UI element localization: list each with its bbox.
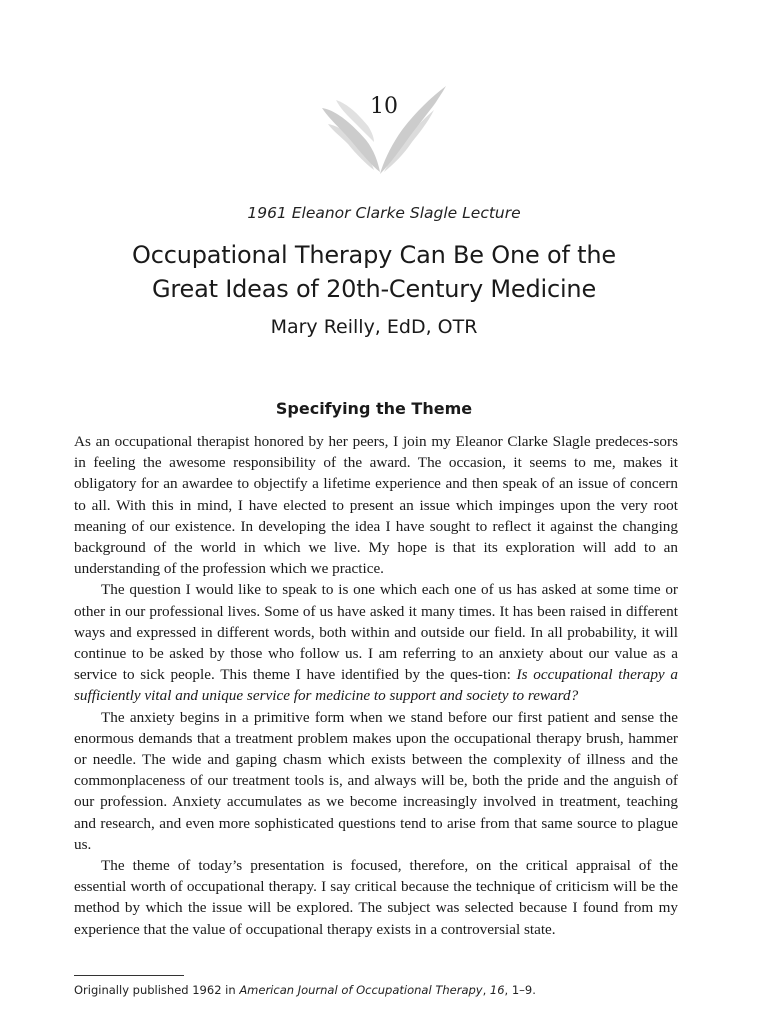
chapter-number: 10 xyxy=(370,94,398,119)
author-name: Mary Reilly, EdD, OTR xyxy=(270,316,478,338)
paragraph-1: As an occupational therapist honored by her peers, I join my Eleanor Clarke Slagle predeces-sors in feeling the awesome responsibility of the award. The occasion, it seems to me, makes it obligatory for an awardee to objectify a lifetime experience and then speak of an issue of concern to all. With this in mind, I have elected to present an issue which impinges upon the very root meaning of our existence. In developing the idea I have sought to reflect it against the changing background of the world in which we live. My hope is that its exploration will add to an understanding of the profession which we practice. xyxy=(74,433,678,578)
footnote-journal: American Journal of Occupational Therapy xyxy=(239,983,483,997)
paragraph-2-question: Is occupational therapy a sufficiently vital and unique service for medicine to support and society to reward? xyxy=(74,666,678,705)
chapter-title-line-1: Occupational Therapy Can Be One of the xyxy=(132,241,616,269)
paragraph-2-text: The question I would like to speak to is one which each one of us has asked at some time or other in our professional lives. Some of us have asked it many times. It has been raised in different ways and expressed in different words, both within and outside our field. In all probability, it will continue to be asked by those who follow us. I am referring to an anxiety about our value as a service to sick people. This theme I have identified by the ques-tion: xyxy=(74,581,678,684)
paragraph-2 xyxy=(74,579,678,706)
footnote-volume: 16 xyxy=(489,983,505,997)
paragraph-3: The anxiety begins in a primitive form when we stand before our first patient and sense the enormous demands that a treatment problem makes upon the occupational therapy brush, hammer or needle. The wide and gaping chasm which exists between the complexity of illness and the commonplaceness of our treatment tools is, and always will be, both the pride and the anguish of our profession. Anxiety accumulates as we become increasingly involved in treatment, teaching and research, and even more sophisticated questions tend to arise from that same source to plague us. xyxy=(74,708,678,853)
lecture-subtitle: 1961 Eleanor Clarke Slagle Lecture xyxy=(247,204,521,222)
footnote-pages: , 1–9. xyxy=(504,983,536,997)
footnote-separator: , xyxy=(482,983,490,997)
paragraph-4: The theme of today’s presentation is focused, therefore, on the critical appraisal of the essential worth of occupational therapy. I say critical because the technique of criticism will be the method by which the issue will be explored. The subject was selected because I found from my experience that the value of occupational therapy exists in a controversial state. xyxy=(74,857,678,938)
chapter-title-line-2: Great Ideas of 20th-Century Medicine xyxy=(151,275,597,303)
chapter-title xyxy=(0,238,748,306)
body-text xyxy=(74,431,678,940)
footnote-divider xyxy=(74,975,184,976)
section-heading: Specifying the Theme xyxy=(275,399,473,418)
footnote-prefix: Originally published 1962 in xyxy=(74,983,240,997)
footnote xyxy=(74,983,694,997)
